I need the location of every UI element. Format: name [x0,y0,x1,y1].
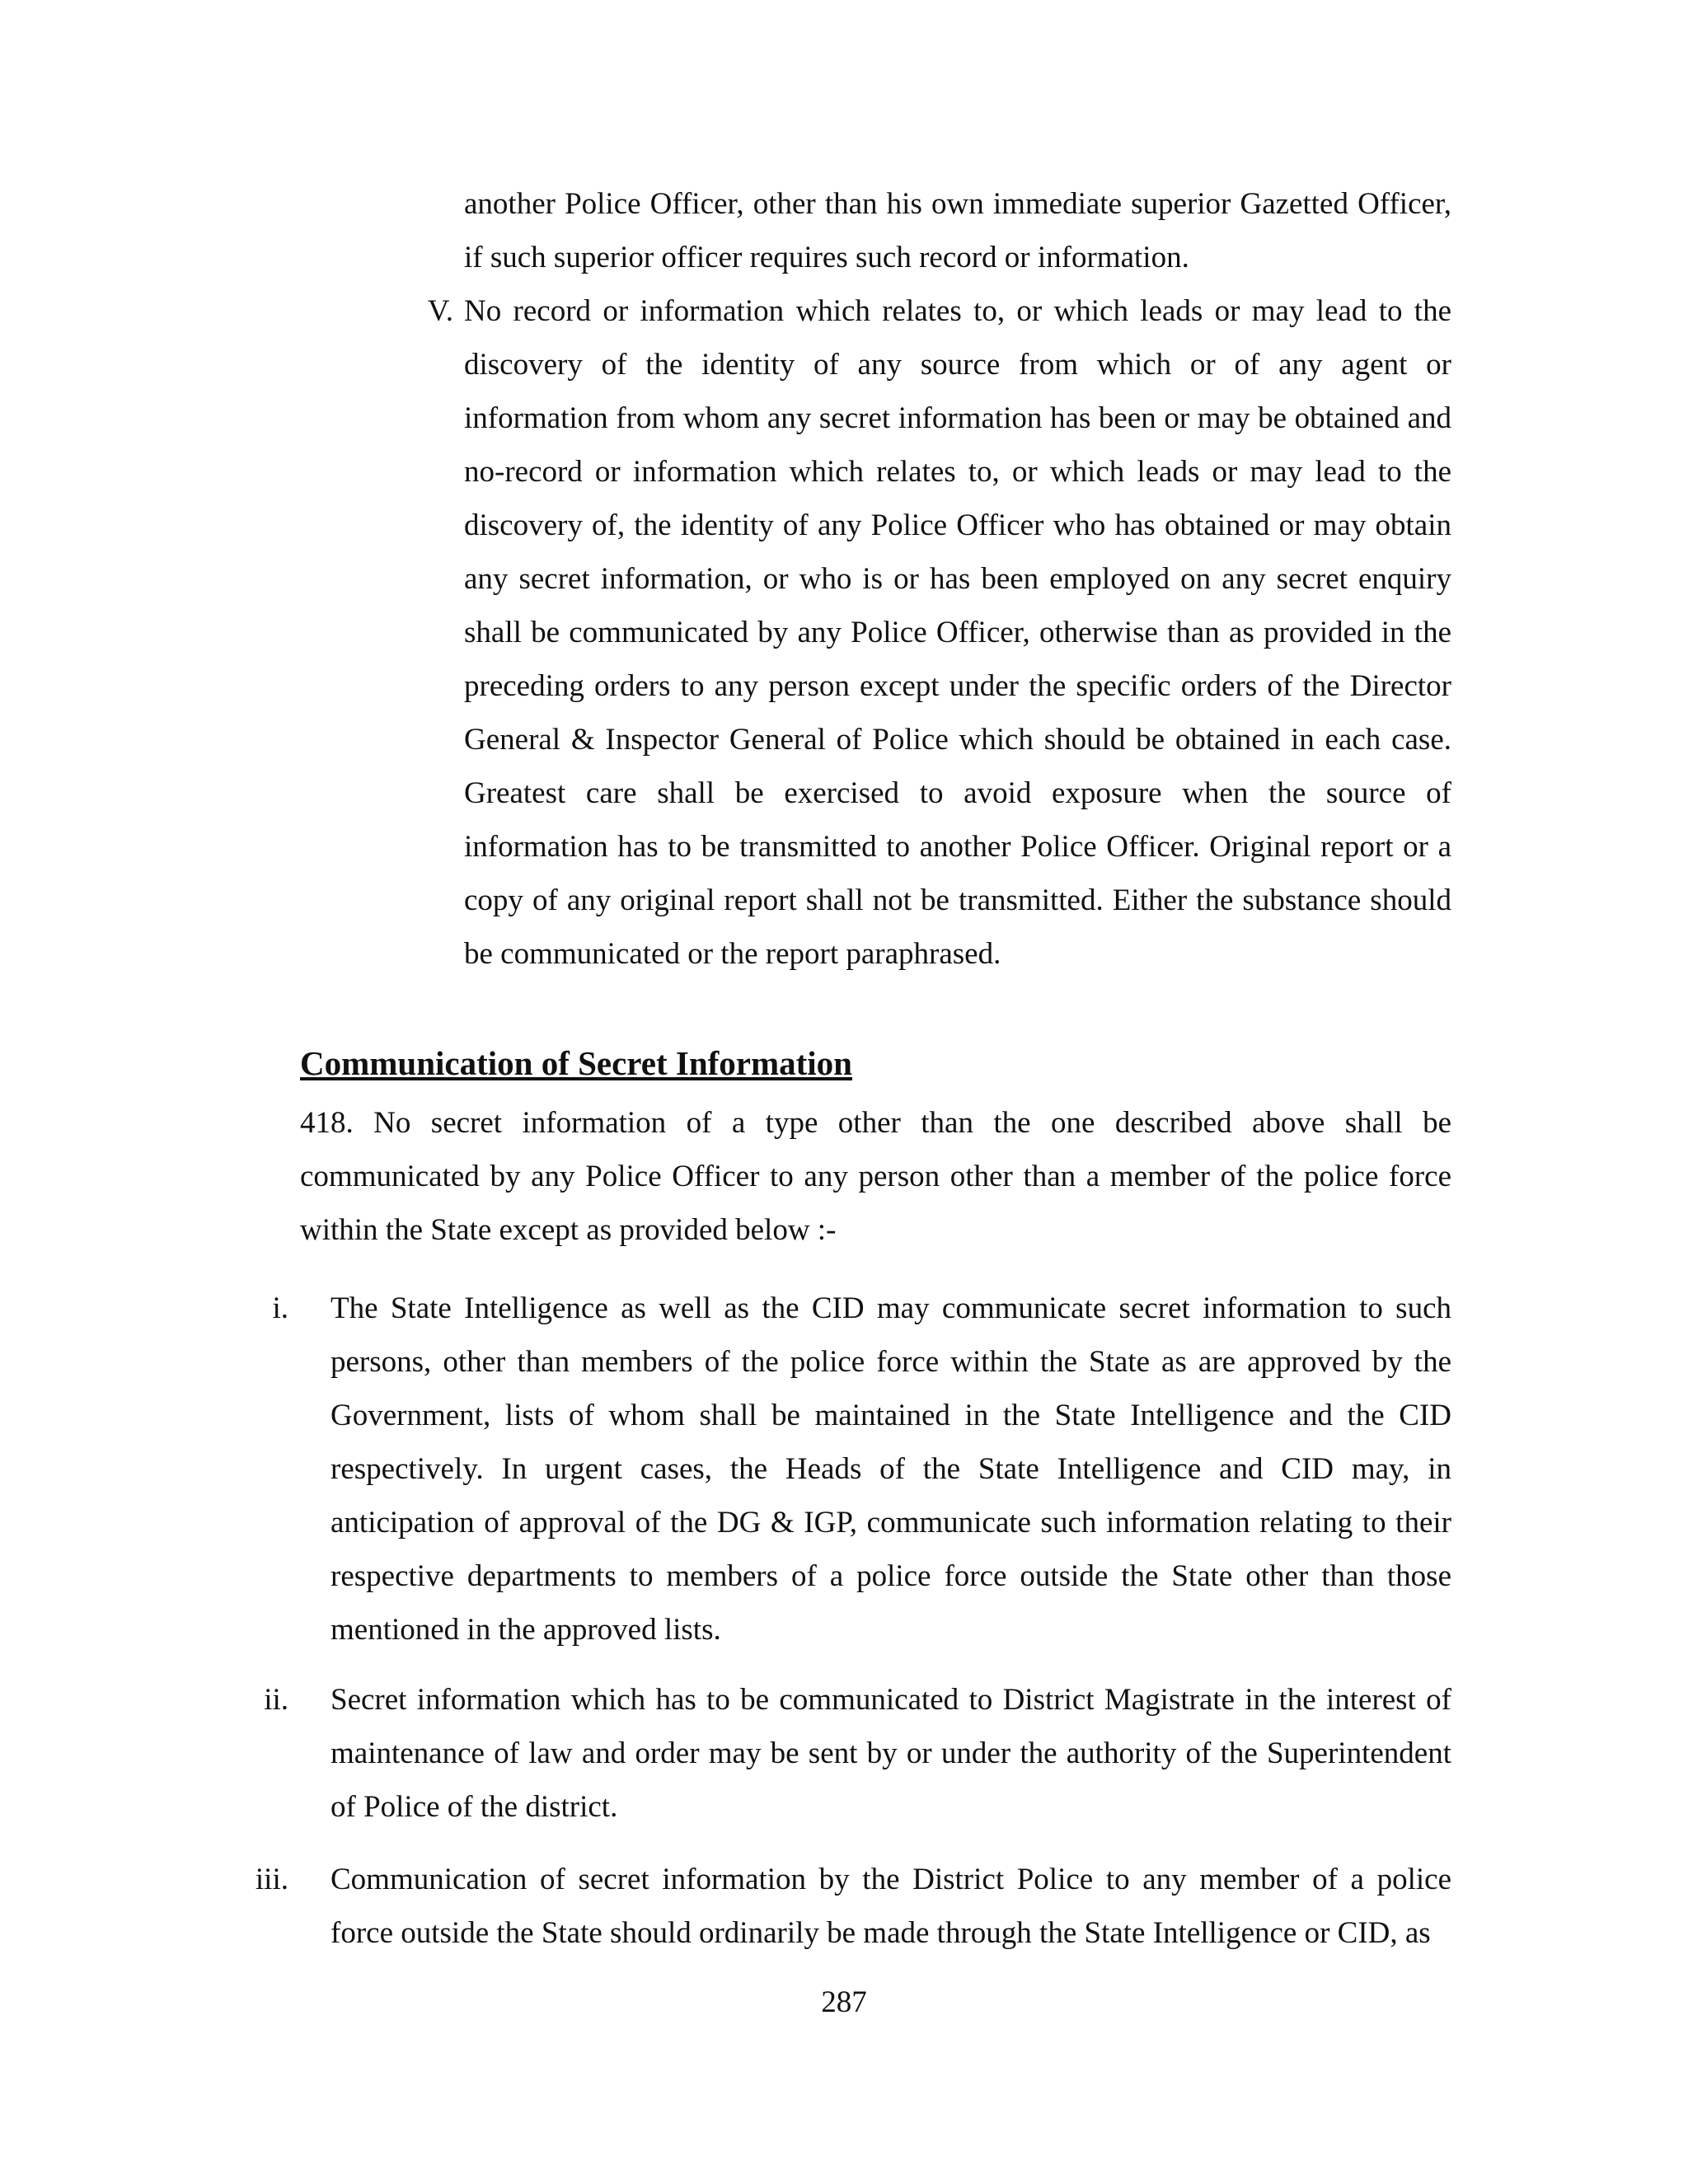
item-iii-marker: iii. [255,1863,288,1896]
section-418-intro: 418. No secret information of a type other than the one described above shall be communicated by any Police Officer to any person other than a member of the police force within the State except as provided below :- [300,1106,1451,1247]
section-heading: Communication of Secret Information [300,1044,852,1082]
item-v-marker: V. [427,294,453,328]
item-i-paragraph: The State Intelligence as well as the CID may communicate secret information to such persons, other than members of the police force within the State as are approved by the Government, lists of whom shall be maintained in the State Intelligence and the CID respectively. In urgent cases, the Heads of the State Intelligence and CID may, in anticipation of approval of the DG & IGP, communicate such information relating to their respective departments to members of a police force outside the State other than those mentioned in the approved lists. [331,1291,1451,1647]
page-number: 287 [821,1985,867,2019]
item-v-paragraph: No record or information which relates to, or which leads or may lead to the discovery of the identity of any source from which or of any agent or information from whom any secret information has been or may be obtained and no-record or information which relates to, or which leads or may lead to the discovery of, the identity of any Police Officer who has obtained or may obtain any secret information, or who is or has been employed on any secret enquiry shall be communicated by any Police Officer, otherwise than as provided in the preceding orders to any person except under the specific orders of the Director General & Inspector General of Police which should be obtained in each case. Greatest care shall be exercised to avoid exposure when the source of information has to be transmitted to another Police Officer. Original report or a copy of any original report shall not be transmitted. Either the substance should be communicated or the report paraphrased. [464,294,1451,971]
item-i-marker: i. [272,1291,288,1325]
continuation-paragraph: another Police Officer, other than his own immediate superior Gazetted Officer, if such superior officer requires such record or information. [464,187,1451,274]
item-ii-paragraph: Secret information which has to be communicated to District Magistrate in the interest of maintenance of law and order may be sent by or under the authority of the Superintendent of Police of the district. [331,1683,1451,1824]
item-iii-paragraph: Communication of secret information by the District Police to any member of a police force outside the State should ordinarily be made through the State Intelligence or CID, as [331,1863,1451,1950]
item-ii-marker: ii. [264,1683,288,1717]
